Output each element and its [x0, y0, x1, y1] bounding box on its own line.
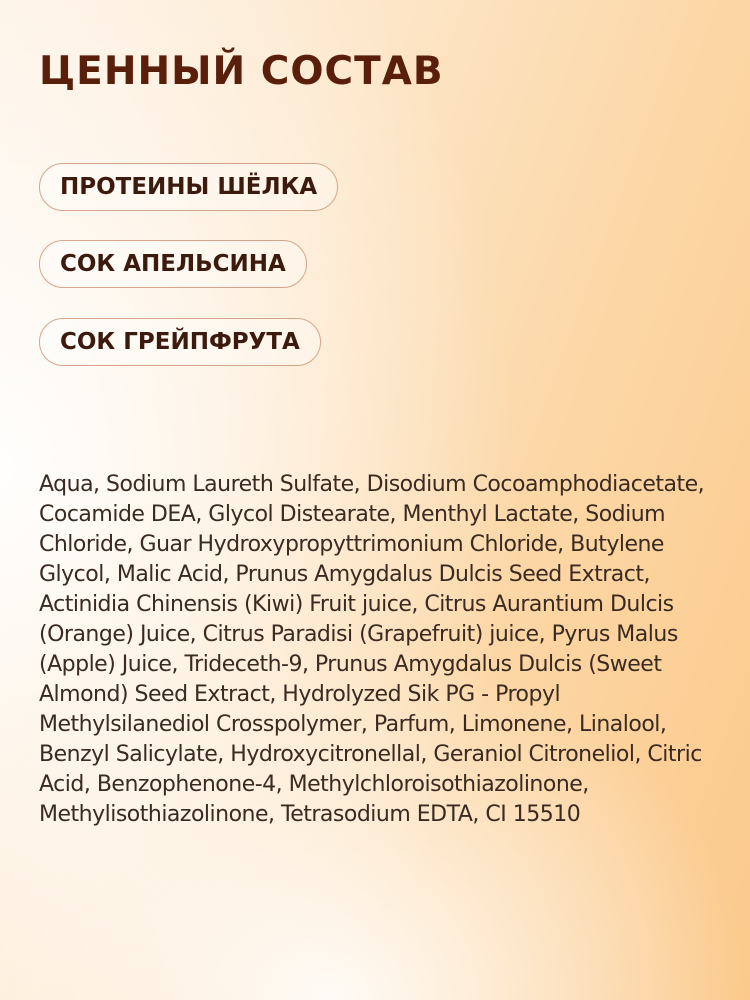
- highlight-badge-silk-proteins: ПРОТЕИНЫ ШЁЛКА: [39, 163, 338, 211]
- highlight-badge-grapefruit-juice: СОК ГРЕЙПФРУТА: [39, 318, 321, 366]
- ingredients-list: Aqua, Sodium Laureth Sulfate, Disodium Cocoamphodiacetate, Cocamide DEA, Glycol Distearate, Menthyl Lactate, Sodium Chloride, Guar Hydroxypropyttrimonium Chloride, Butylene Glycol, Malic Acid, Prunus Amygdalus Dulcis Seed Extract, Actinidia Chinensis (Kiwi) Fruit juice, Citrus Aurantium Dulcis (Orange) Juice, Citrus Paradisi (Grapefruit) juice, Pyrus Malus (Apple) Juice, Trideceth-9, Prunus Amygdalus Dulcis (Sweet Almond) Seed Extract, Hydrolyzed Sik PG - Propyl Methylsilanediol Crosspolymer, Parfum, Limonene, Linalool, Benzyl Salicylate, Hydroxycitronellal, Geraniol Citroneliol, Citric Acid, Benzophenone-4, Methylchloroisothiazolinone, Methylisothiazolinone, Tetrasodium EDTA, CI 15510: [39, 472, 705, 827]
- page-title: ЦЕННЫЙ СОСТАВ: [39, 49, 444, 94]
- highlight-badge-orange-juice: СОК АПЕЛЬСИНА: [39, 240, 307, 288]
